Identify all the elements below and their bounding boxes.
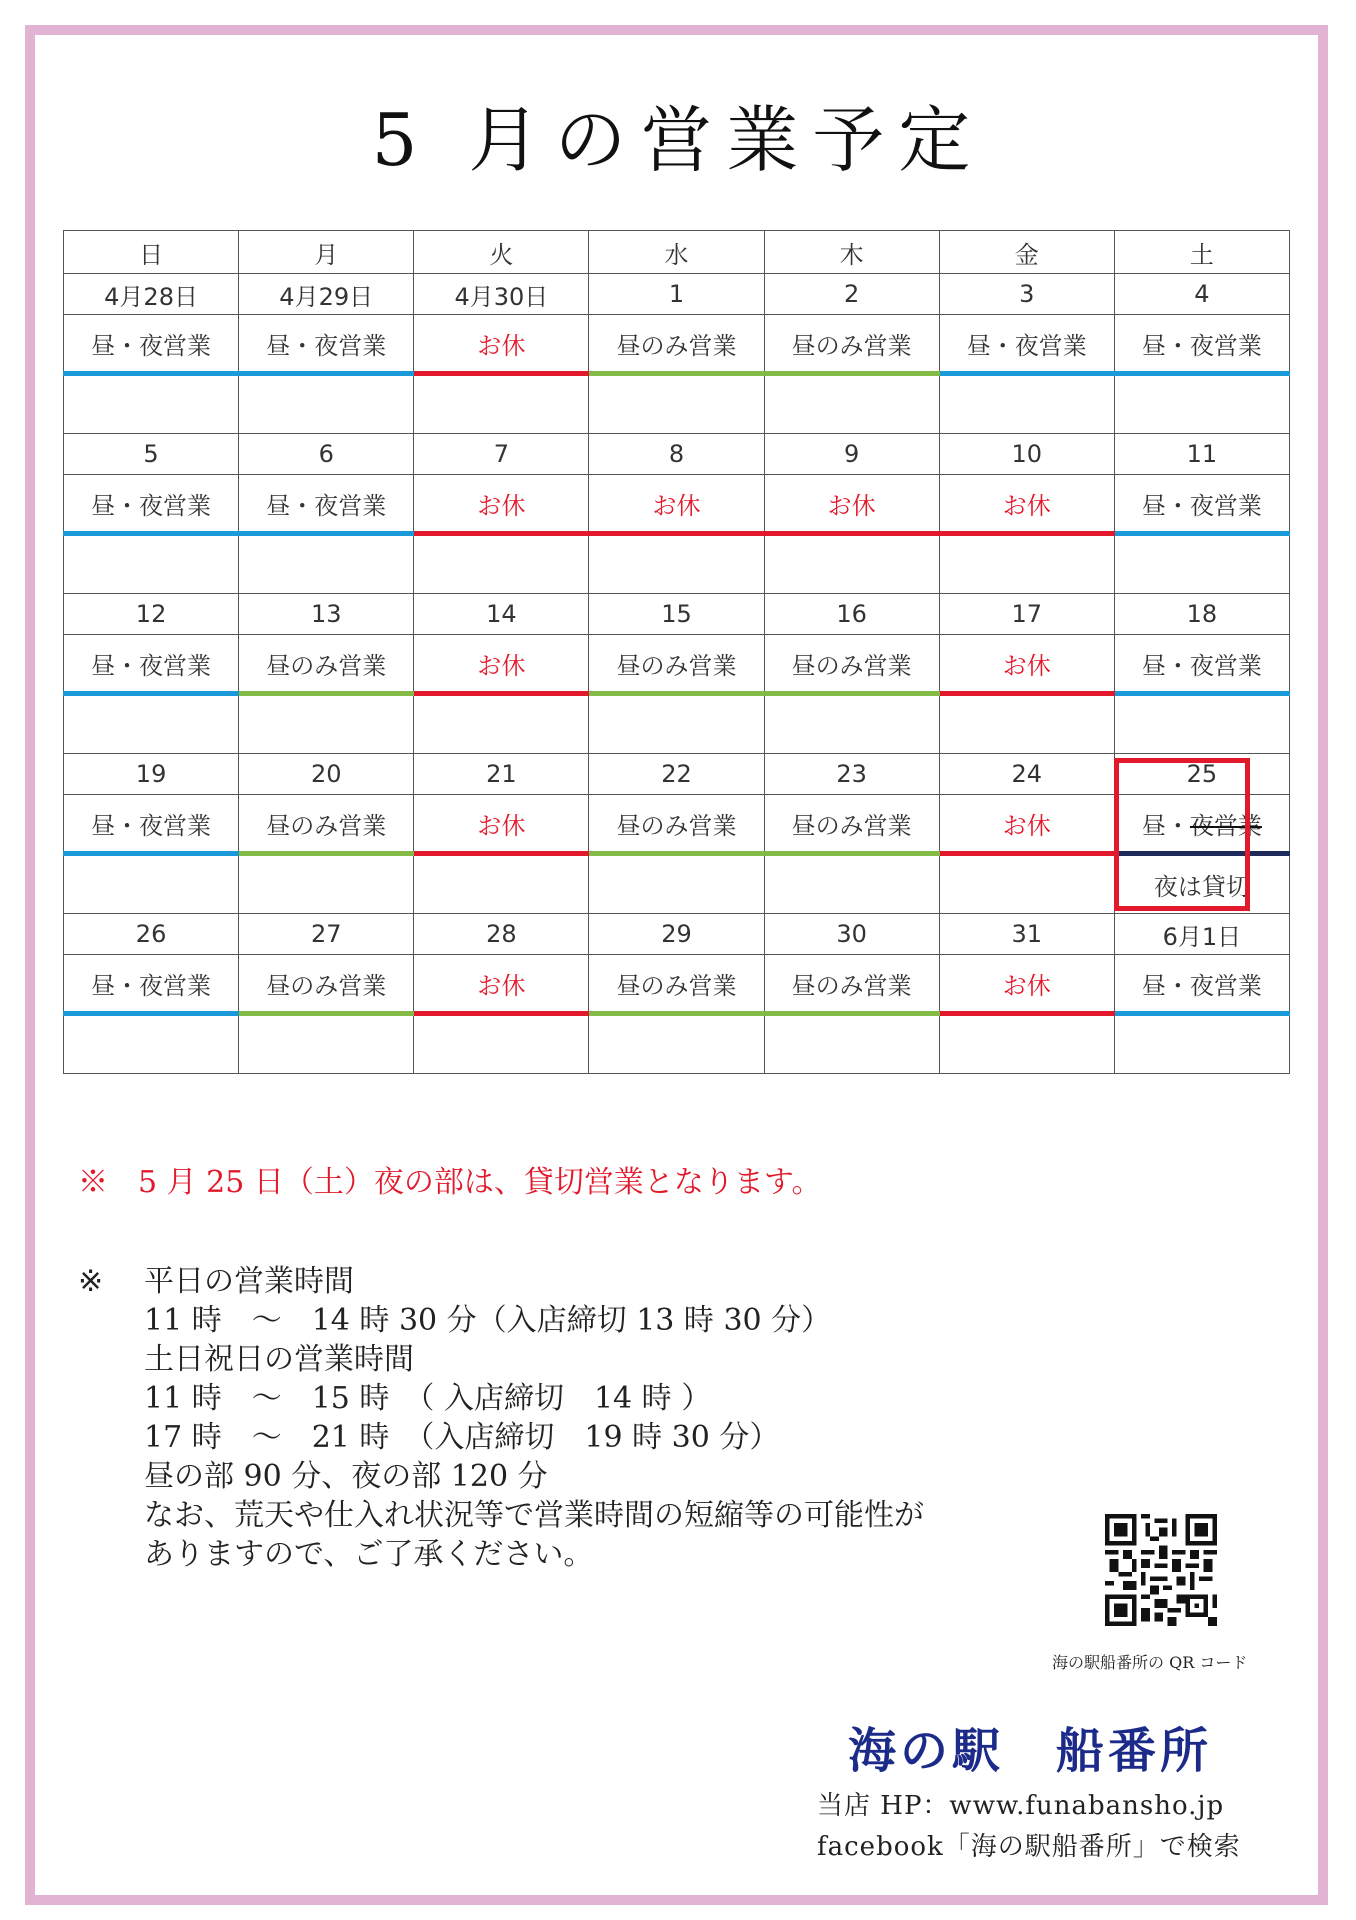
empty-note-cell (939, 694, 1114, 754)
status-cell: 昼・夜営業 (64, 315, 239, 374)
status-cell: 昼のみ営業 (239, 635, 414, 694)
date-cell: 9 (764, 434, 939, 475)
status-cell: お休 (414, 635, 589, 694)
status-row (64, 955, 1290, 1014)
weekday-fri: 金 (939, 231, 1114, 274)
status-cell: 昼・夜営業 (1114, 635, 1289, 694)
date-row (64, 754, 1290, 795)
empty-note-cell (64, 854, 239, 914)
hours-line: 土日祝日の営業時間 (144, 1342, 414, 1377)
hours-line: 11 時 ～ 14 時 30 分（入店締切 13 時 30 分） (144, 1303, 832, 1338)
date-cell: 4月28日 (64, 274, 239, 315)
empty-note-cell (764, 374, 939, 434)
hours-line: 17 時 ～ 21 時 （入店締切 19 時 30 分） (144, 1420, 780, 1455)
hours-line: 昼の部 90 分、夜の部 120 分 (144, 1459, 548, 1494)
status-cell: 昼・夜営業 (939, 315, 1114, 374)
date-cell: 31 (939, 914, 1114, 955)
status-row (64, 795, 1290, 854)
date-cell: 19 (64, 754, 239, 795)
empty-note-cell (764, 534, 939, 594)
status-cell: 昼のみ営業 (764, 955, 939, 1014)
note-row (64, 694, 1290, 754)
empty-note-cell (939, 1014, 1114, 1074)
empty-note-cell (764, 854, 939, 914)
note-row (64, 854, 1290, 914)
empty-note-cell (589, 854, 764, 914)
empty-note-cell (764, 1014, 939, 1074)
status-cell: 昼・夜営業 (1114, 955, 1289, 1014)
empty-note-cell (239, 534, 414, 594)
status-cell: 昼・夜営業 (64, 955, 239, 1014)
date-cell: 30 (764, 914, 939, 955)
weekday-sun: 日 (64, 231, 239, 274)
date-row (64, 434, 1290, 475)
status-cell: 昼のみ営業 (589, 315, 764, 374)
status-cell: 昼のみ営業 (589, 635, 764, 694)
page-title: 5 月の営業予定 (371, 98, 985, 182)
status-cell: お休 (939, 795, 1114, 854)
qr-caption: 海の駅船番所の QR コード (1052, 1653, 1248, 1672)
status-cell: お休 (589, 475, 764, 534)
date-cell: 7 (414, 434, 589, 475)
empty-note-cell (939, 534, 1114, 594)
date-cell: 20 (239, 754, 414, 795)
brand-name: 海の駅 船番所 (848, 1723, 1213, 1779)
date-cell: 8 (589, 434, 764, 475)
empty-note-cell (939, 374, 1114, 434)
status-row (64, 315, 1290, 374)
status-cell: お休 (414, 315, 589, 374)
empty-note-cell (239, 1014, 414, 1074)
empty-note-cell (1114, 374, 1289, 434)
weekday-header-row (64, 231, 1290, 274)
status-cell: 昼のみ営業 (764, 315, 939, 374)
empty-note-cell (414, 374, 589, 434)
empty-note-cell (589, 374, 764, 434)
calendar-table (63, 230, 1290, 1074)
weekday-thu: 木 (764, 231, 939, 274)
status-cell: 昼・夜営業 (64, 635, 239, 694)
status-row (64, 635, 1290, 694)
empty-note-cell (1114, 694, 1289, 754)
date-cell: 27 (239, 914, 414, 955)
hours-line: ありますので、ご了承ください。 (144, 1537, 594, 1572)
date-row (64, 914, 1290, 955)
empty-note-cell (589, 694, 764, 754)
status-row (64, 475, 1290, 534)
hours-line: 平日の営業時間 (144, 1264, 354, 1299)
note-row (64, 1014, 1290, 1074)
empty-note-cell (64, 1014, 239, 1074)
weekday-wed: 水 (589, 231, 764, 274)
status-cell: 昼・夜営業 (239, 475, 414, 534)
weekday-tue: 火 (414, 231, 589, 274)
status-cell: お休 (414, 475, 589, 534)
status-cell: 昼のみ営業 (764, 635, 939, 694)
empty-note-cell (414, 1014, 589, 1074)
empty-note-cell (239, 694, 414, 754)
status-cell: お休 (939, 955, 1114, 1014)
note-row (64, 534, 1290, 594)
date-cell: 26 (64, 914, 239, 955)
date-cell: 2 (764, 274, 939, 315)
empty-note-cell (64, 534, 239, 594)
date-cell: 10 (939, 434, 1114, 475)
note-row (64, 374, 1290, 434)
date-cell: 29 (589, 914, 764, 955)
date-cell: 28 (414, 914, 589, 955)
date-row (64, 274, 1290, 315)
empty-note-cell (64, 694, 239, 754)
date-cell: 14 (414, 594, 589, 635)
status-cell: 昼のみ営業 (589, 955, 764, 1014)
date-cell: 1 (589, 274, 764, 315)
empty-note-cell (939, 854, 1114, 914)
date-cell: 3 (939, 274, 1114, 315)
status-label-kept: 昼・ (1141, 811, 1190, 840)
status-cell: 昼・夜営業 (1114, 475, 1289, 534)
weekday-sat: 土 (1114, 231, 1289, 274)
status-cell: 昼のみ営業 (589, 795, 764, 854)
date-cell: 5 (64, 434, 239, 475)
date-cell: 11 (1114, 434, 1289, 475)
date-cell: 23 (764, 754, 939, 795)
date-cell: 16 (764, 594, 939, 635)
status-cell: 昼のみ営業 (239, 795, 414, 854)
hours-lines (144, 1262, 924, 1574)
empty-note-cell (239, 854, 414, 914)
status-cell: お休 (414, 955, 589, 1014)
status-cell: お休 (939, 635, 1114, 694)
date-cell: 4月30日 (414, 274, 589, 315)
empty-note-cell (414, 694, 589, 754)
date-cell: 21 (414, 754, 589, 795)
empty-note-cell (1114, 1014, 1289, 1074)
date-row (64, 594, 1290, 635)
status-cell: 昼・夜営業 (64, 475, 239, 534)
status-cell: 昼・夜営業 (1114, 315, 1289, 374)
homepage-link[interactable]: 当店 HP：www.funabansho.jp (817, 1791, 1225, 1821)
facebook-search-note: facebook「海の駅船番所」で検索 (817, 1832, 1241, 1862)
charter-note-cell: 夜は貸切 (1114, 854, 1289, 914)
date-cell: 15 (589, 594, 764, 635)
hours-line: 11 時 ～ 15 時 （ 入店締切 14 時 ） (144, 1381, 712, 1416)
status-label-cancelled: 夜営業 (1189, 811, 1262, 840)
hours-line: なお、荒天や仕入れ状況等で営業時間の短縮等の可能性が (144, 1498, 924, 1533)
empty-note-cell (414, 854, 589, 914)
date-cell: 6月1日 (1114, 914, 1289, 955)
status-cell: お休 (764, 475, 939, 534)
date-cell: 22 (589, 754, 764, 795)
empty-note-cell (64, 374, 239, 434)
hours-note-mark: ※ (78, 1264, 104, 1299)
weekday-mon: 月 (239, 231, 414, 274)
date-cell: 12 (64, 594, 239, 635)
status-cell: 昼・夜営業 (64, 795, 239, 854)
date-cell: 6 (239, 434, 414, 475)
date-cell: 25 (1114, 754, 1289, 795)
charter-notice: ※ 5 月 25 日（土）夜の部は、貸切営業となります。 (78, 1165, 822, 1200)
status-cell: 昼・夜営業 (239, 315, 414, 374)
empty-note-cell (239, 374, 414, 434)
status-cell: お休 (414, 795, 589, 854)
date-cell: 17 (939, 594, 1114, 635)
date-cell: 24 (939, 754, 1114, 795)
qr-code-icon[interactable] (1105, 1514, 1217, 1626)
charter-highlight-box (1114, 758, 1250, 911)
status-cell: 昼のみ営業 (764, 795, 939, 854)
empty-note-cell (1114, 534, 1289, 594)
empty-note-cell (589, 534, 764, 594)
empty-note-cell (589, 1014, 764, 1074)
status-cell: 昼のみ営業 (239, 955, 414, 1014)
date-cell: 13 (239, 594, 414, 635)
date-cell: 18 (1114, 594, 1289, 635)
date-cell: 4 (1114, 274, 1289, 315)
status-cell: お休 (939, 475, 1114, 534)
date-cell: 4月29日 (239, 274, 414, 315)
empty-note-cell (764, 694, 939, 754)
empty-note-cell (414, 534, 589, 594)
